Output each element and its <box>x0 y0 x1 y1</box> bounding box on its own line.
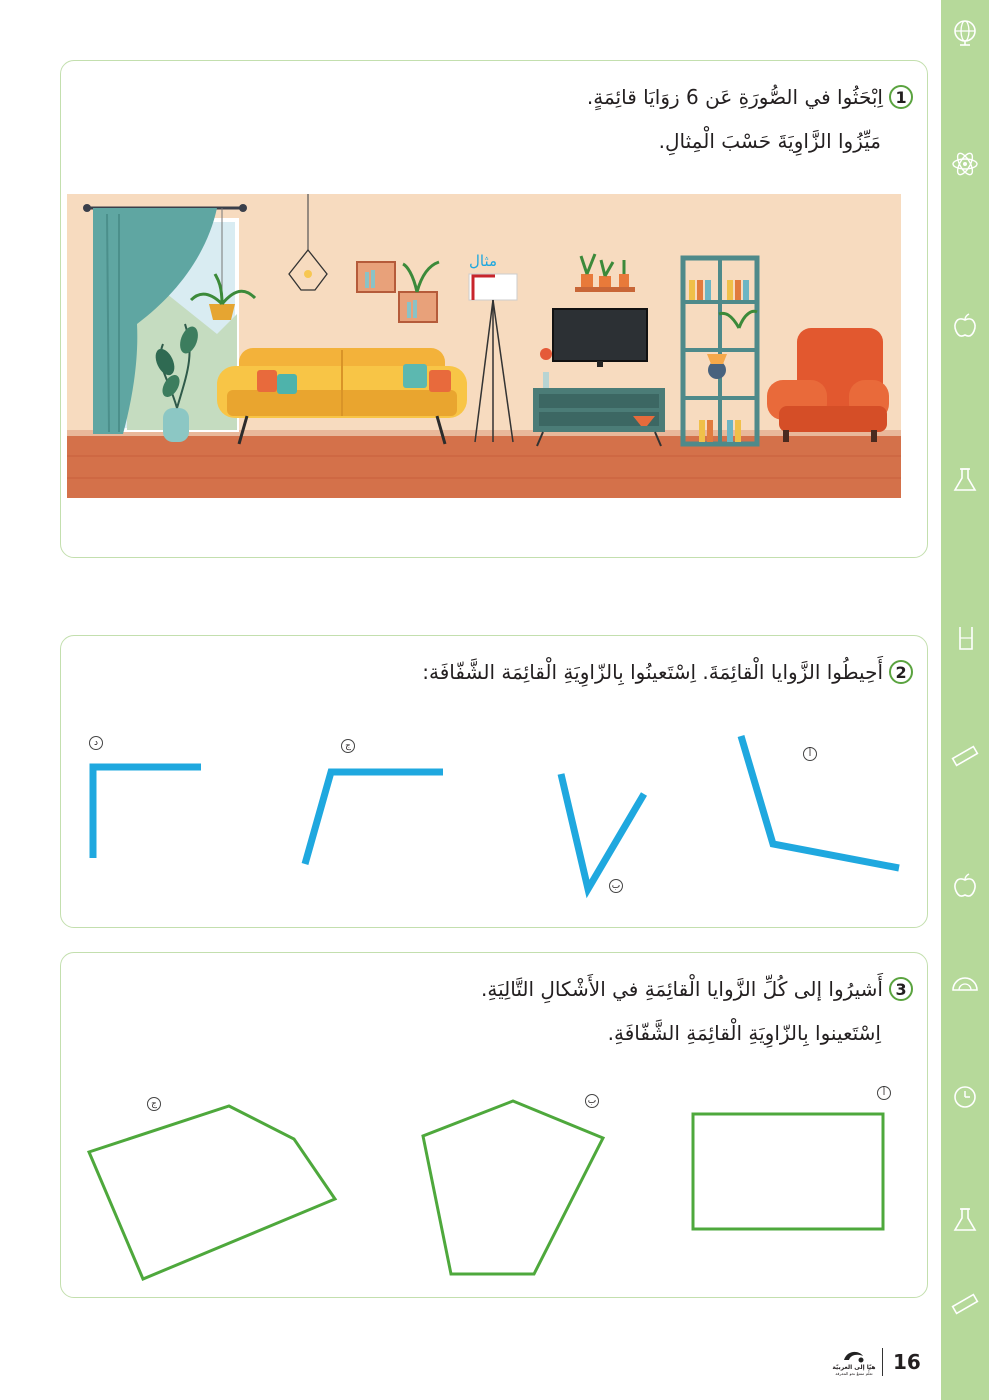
question-3-instruction: أَشيرُوا إلى كُلِّ الزَّوايا الْقائِمَةِ في الأَشْكالِ التَّالِيَةِ. <box>481 977 883 1001</box>
shape-jim-polygon[interactable] <box>89 1106 335 1279</box>
page-footer <box>832 1346 921 1378</box>
angles-figure <box>61 636 927 927</box>
question-2-card <box>60 635 928 928</box>
question-1-subinstruction: مَيِّزُوا الزَّاوِيَةَ حَسْبَ الْمِثالِ. <box>658 129 881 153</box>
shape-label: ج <box>147 1097 161 1111</box>
shape-alef-rectangle[interactable] <box>693 1114 883 1229</box>
footer-divider <box>882 1348 883 1376</box>
question-3-card <box>60 952 928 1298</box>
subject-sidebar <box>941 0 989 1400</box>
question-number: 2 <box>889 660 913 684</box>
flask-icon <box>951 1206 979 1234</box>
apple-icon <box>951 872 979 900</box>
angle-label: أ <box>803 747 817 761</box>
angle-dal[interactable] <box>93 767 201 858</box>
globe-icon <box>951 18 979 46</box>
atom-icon <box>951 150 979 178</box>
question-1-card <box>60 60 928 558</box>
angle-label: ب <box>609 879 623 893</box>
shape-ba-pentagon[interactable] <box>423 1101 603 1274</box>
ruler-icon <box>951 1290 979 1318</box>
shapes-figure <box>61 953 927 1297</box>
logo-subtext: تعلُّم ممتعٌ نحو المعرفة <box>835 1371 873 1376</box>
angle-label: د <box>89 736 103 750</box>
ruler-icon <box>951 742 979 770</box>
protractor-icon <box>951 968 979 996</box>
question-2-instruction: أَحِيطُوا الزَّوايا الْقائِمَةَ. اِسْتَعينُوا بِالزّاوِيَةِ الْقائِمَة الشَّفّافَة: <box>422 660 883 684</box>
angle-jim[interactable] <box>305 772 443 864</box>
angle-alef[interactable] <box>741 736 899 868</box>
question-1-instruction: اِبْحَثُوا في الصُّورَةِ عَن 6 زوَايَا قائِمَةٍ. <box>586 85 883 109</box>
question-number: 1 <box>889 85 913 109</box>
publisher-logo <box>832 1348 876 1376</box>
angle-ba[interactable] <box>561 774 644 889</box>
page-number: 16 <box>893 1350 921 1374</box>
question-1-header <box>587 85 913 109</box>
shape-label: أ <box>877 1086 891 1100</box>
living-room-illustration[interactable] <box>67 194 901 498</box>
apple-icon <box>951 312 979 340</box>
shape-label: ب <box>585 1094 599 1108</box>
angle-label: ج <box>341 739 355 753</box>
beaker-icon <box>951 624 979 652</box>
example-label: مثال <box>469 252 498 270</box>
logo-mark-icon <box>841 1348 867 1364</box>
question-number: 3 <box>889 977 913 1001</box>
logo-text: هيّا إلى العربيّة <box>832 1364 876 1371</box>
flask-icon <box>951 466 979 494</box>
clock-icon <box>951 1082 979 1110</box>
question-3-subinstruction: اِسْتَعينوا بِالزّاوِيَةِ الْقائِمَةِ الشَّفّافَةِ. <box>607 1021 881 1045</box>
